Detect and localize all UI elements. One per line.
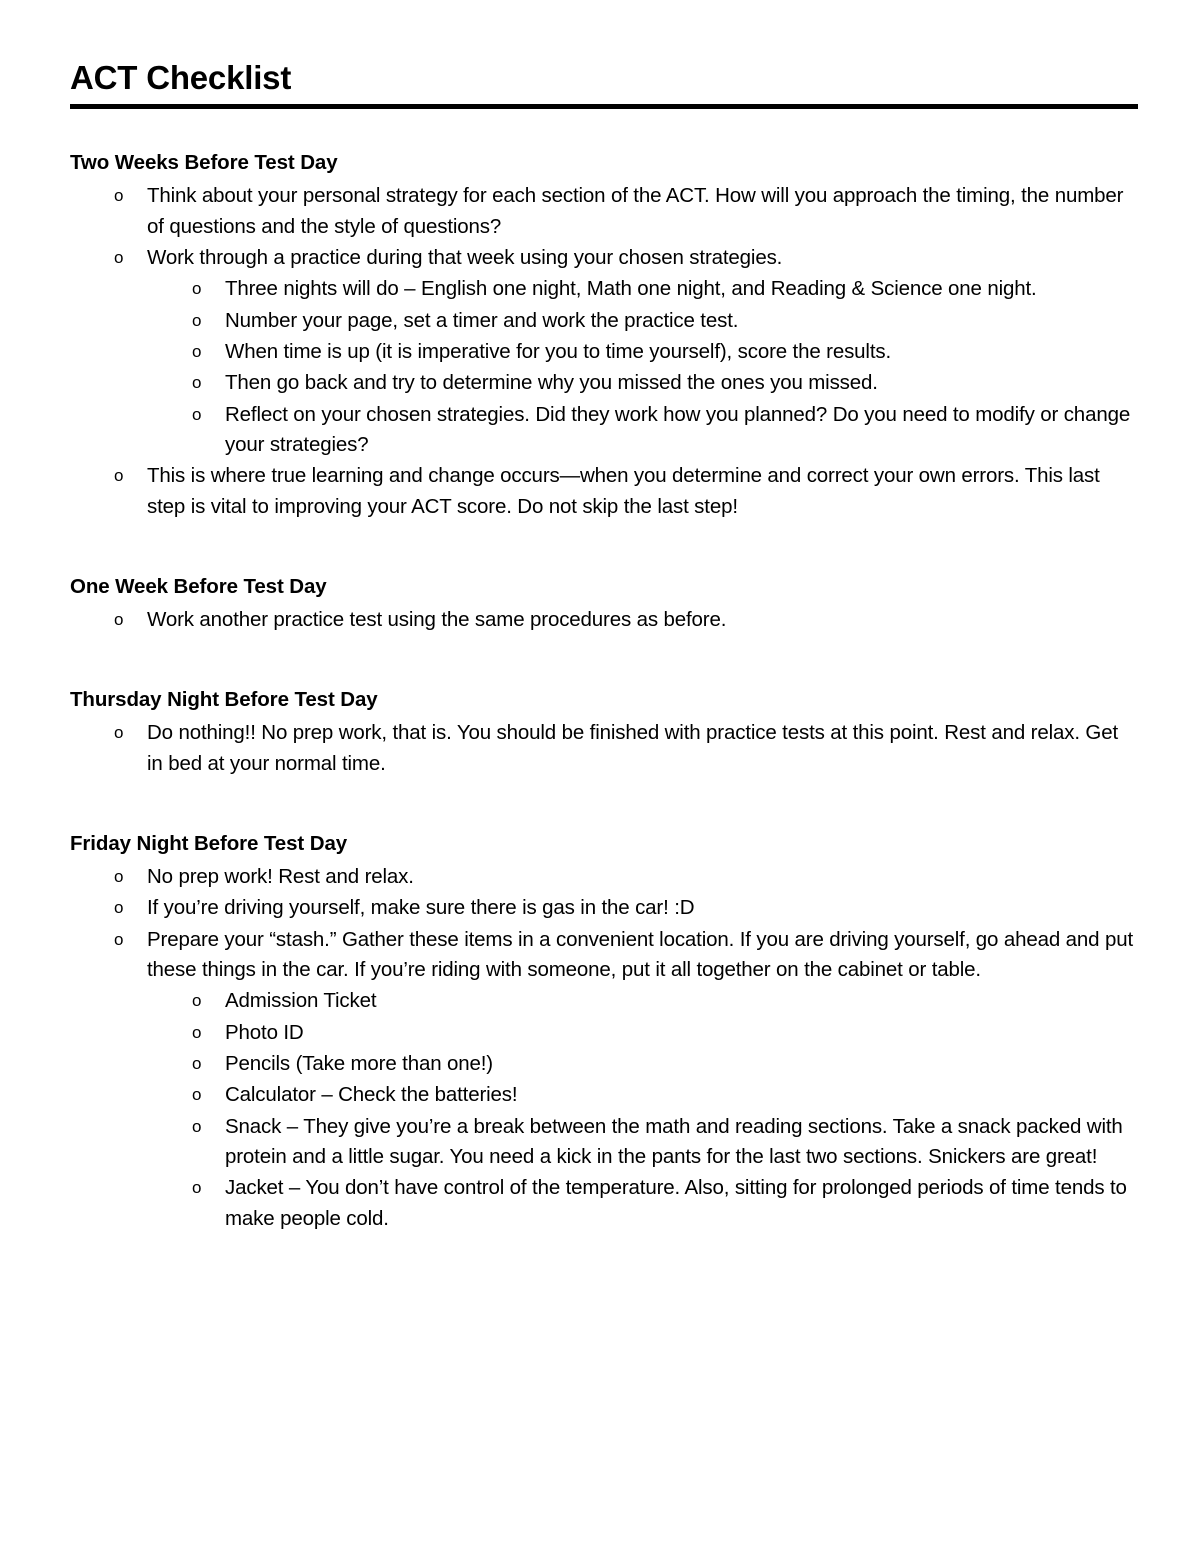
bullet-icon: o bbox=[114, 466, 124, 486]
list-item[interactable] bbox=[188, 986, 1138, 1016]
list-item[interactable] bbox=[188, 1049, 1138, 1079]
bullet-icon: o bbox=[114, 866, 124, 886]
checklist-level2 bbox=[110, 986, 1138, 1234]
bullet-icon: o bbox=[192, 1116, 202, 1136]
section-thursday-night-before bbox=[70, 688, 1138, 779]
list-item-text: Pencils (Take more than one!) bbox=[225, 1051, 493, 1075]
list-item[interactable] bbox=[188, 1112, 1138, 1173]
list-item[interactable] bbox=[188, 1018, 1138, 1048]
section-heading: One Week Before Test Day bbox=[70, 574, 327, 598]
title-divider bbox=[70, 104, 1138, 109]
list-item-text: Three nights will do – English one night, Math one night, and Reading & Science one night. bbox=[225, 277, 1037, 301]
list-item[interactable] bbox=[110, 461, 1138, 522]
bullet-icon: o bbox=[114, 247, 124, 267]
list-item-text: Then go back and try to determine why you missed the ones you missed. bbox=[225, 371, 878, 395]
bullet-icon: o bbox=[114, 609, 124, 629]
checklist-level1 bbox=[70, 718, 1138, 779]
list-item[interactable] bbox=[110, 605, 1138, 635]
checklist-level1 bbox=[70, 605, 1138, 635]
list-item[interactable] bbox=[188, 337, 1138, 367]
list-item-text: Prepare your “stash.” Gather these items in a convenient location. If you are driving yourself, go ahead and put these things in the car. If you’re riding with someone, put it all together on the cabinet or table. bbox=[147, 927, 1133, 981]
section-one-week-before bbox=[70, 575, 1138, 635]
list-item[interactable] bbox=[110, 925, 1138, 986]
page-title: ACT Checklist bbox=[70, 59, 292, 96]
bullet-icon: o bbox=[192, 373, 202, 393]
section-spacer bbox=[70, 523, 1138, 575]
bullet-icon: o bbox=[114, 898, 124, 918]
list-item-text: No prep work! Rest and relax. bbox=[147, 864, 414, 888]
section-two-weeks-before bbox=[70, 151, 1138, 522]
checklist-level1 bbox=[70, 862, 1138, 1234]
list-item[interactable] bbox=[188, 274, 1138, 304]
checklist-level1 bbox=[70, 181, 1138, 522]
bullet-icon: o bbox=[192, 341, 202, 361]
list-item-text: Do nothing!! No prep work, that is. You should be finished with practice tests at this point. Rest and relax. Get in bed at your normal time. bbox=[147, 721, 1119, 775]
list-item[interactable] bbox=[110, 862, 1138, 892]
bullet-icon: o bbox=[192, 1178, 202, 1198]
list-item[interactable] bbox=[188, 400, 1138, 461]
list-item[interactable] bbox=[188, 368, 1138, 398]
section-spacer bbox=[70, 636, 1138, 688]
section-heading: Friday Night Before Test Day bbox=[70, 831, 348, 855]
list-item-text: When time is up (it is imperative for you to time yourself), score the results. bbox=[225, 339, 892, 363]
bullet-icon: o bbox=[192, 404, 202, 424]
list-item[interactable] bbox=[110, 243, 1138, 273]
list-item-text: Jacket – You don’t have control of the temperature. Also, sitting for prolonged periods of time tends to make people cold. bbox=[225, 1176, 1127, 1230]
list-item-text: Think about your personal strategy for each section of the ACT. How will you approach the timing, the number of questions and the style of questions? bbox=[147, 184, 1124, 238]
list-item[interactable] bbox=[110, 181, 1138, 242]
list-item[interactable] bbox=[188, 1173, 1138, 1234]
section-heading: Thursday Night Before Test Day bbox=[70, 688, 378, 712]
bullet-icon: o bbox=[114, 929, 124, 949]
bullet-icon: o bbox=[192, 310, 202, 330]
list-item-text: This is where true learning and change occurs—when you determine and correct your own errors. This last step is vital to improving your ACT score. Do not skip the last step! bbox=[147, 464, 1100, 518]
list-item-text: Work through a practice during that week using your chosen strategies. bbox=[147, 245, 783, 269]
list-item-text: Admission Ticket bbox=[225, 989, 377, 1013]
list-item-text: Calculator – Check the batteries! bbox=[225, 1083, 518, 1107]
section-spacer bbox=[70, 780, 1138, 832]
bullet-icon: o bbox=[192, 1022, 202, 1042]
bullet-icon: o bbox=[114, 723, 124, 743]
list-item[interactable] bbox=[110, 718, 1138, 779]
list-item[interactable] bbox=[188, 1080, 1138, 1110]
section-friday-night-before bbox=[70, 832, 1138, 1234]
bullet-icon: o bbox=[192, 991, 202, 1011]
list-item-text: If you’re driving yourself, make sure there is gas in the car! :D bbox=[147, 896, 695, 920]
bullet-icon: o bbox=[192, 279, 202, 299]
list-item-text: Number your page, set a timer and work the practice test. bbox=[225, 308, 739, 332]
bullet-icon: o bbox=[192, 1085, 202, 1105]
bullet-icon: o bbox=[192, 1053, 202, 1073]
bullet-icon: o bbox=[114, 186, 124, 206]
checklist-level2 bbox=[110, 274, 1138, 460]
list-item[interactable] bbox=[188, 306, 1138, 336]
list-item-text: Photo ID bbox=[225, 1020, 304, 1044]
list-item-text: Work another practice test using the same procedures as before. bbox=[147, 607, 727, 631]
section-heading: Two Weeks Before Test Day bbox=[70, 151, 338, 175]
list-item[interactable] bbox=[110, 893, 1138, 923]
list-item-text: Snack – They give you’re a break between the math and reading sections. Take a snack packed with protein and a little sugar. You need a kick in the pants for the last two sections. Snickers are great! bbox=[225, 1114, 1123, 1168]
list-item-text: Reflect on your chosen strategies. Did they work how you planned? Do you need to modify or change your strategies? bbox=[225, 402, 1131, 456]
